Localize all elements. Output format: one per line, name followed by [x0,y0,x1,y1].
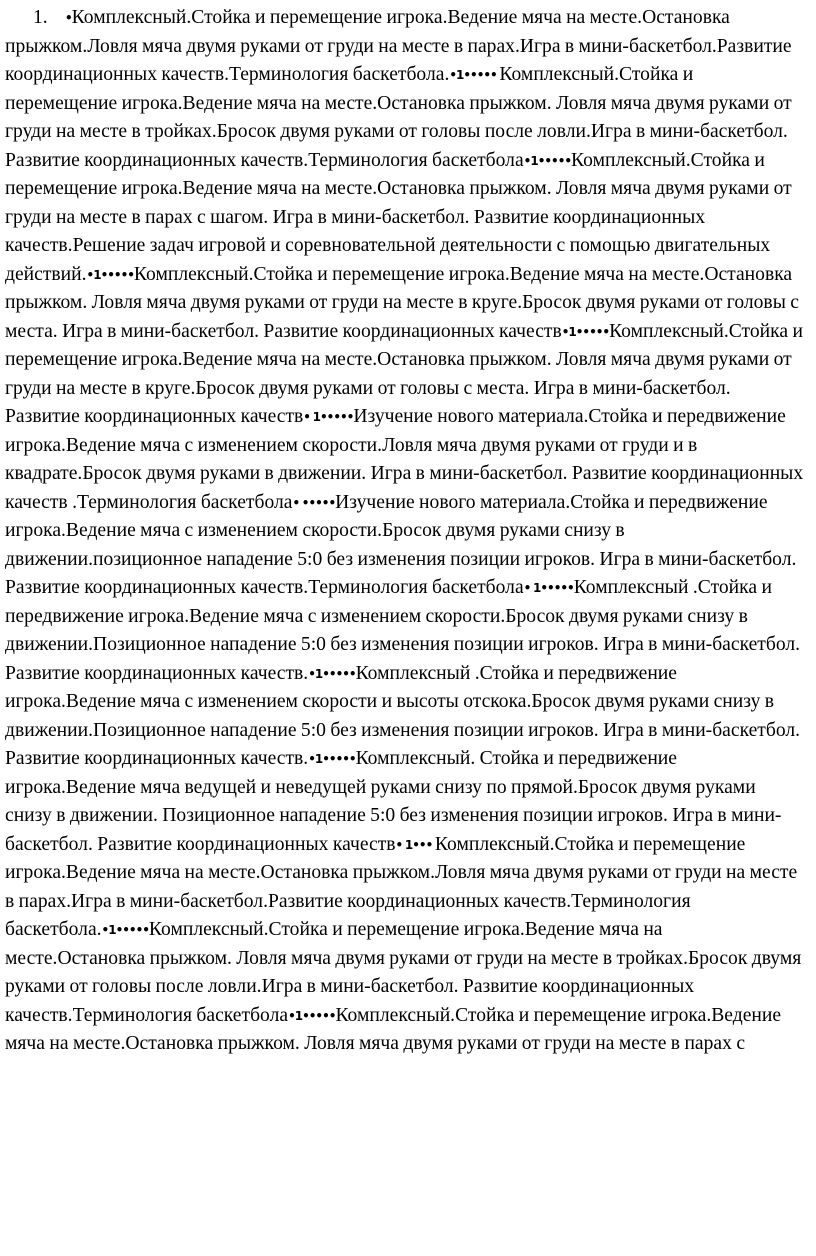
bullet-marker: •1••••• [523,153,572,168]
bullet-marker: •1••••• [101,923,149,937]
bullet-marker: •1••••• [308,666,356,681]
topic-text: Комплексный.Стойка и перемещение игрока.Ведение мяча на месте.Остановка прыжком. Ловля мяча двумя руками от груди на месте в тройках.Бросок двумя руками от головы после ловли.Игра в мини-баскетбол. Развитие координационных качеств.Терминология баскетбола [5,919,802,1026]
topic-text: Комплексный.Стойка и перемещение игрока.Ведение мяча на месте.Остановка прыжком. Ловля мяча двумя руками от груди на месте в круге.Бросок двумя руками от головы с места. Игра в мини-баскетбол. Развитие координационных качеств [5,263,799,342]
topic-text: Комплексный.Стойка и перемещение игрока.Ведение мяча на месте.Остановка прыжком. Ловля мяча двумя руками от груди на месте в парах с шагом. Игра в мини-баскетбол. Развитие координационных качеств.Решение задач игровой и соревновательной деятельности с помощью двигательных действий. [5,149,792,285]
numbered-list-item [5,4,805,1059]
bullet-marker: •1••••• [308,752,356,766]
bullet-marker: • 1••• [395,837,435,852]
bullet-marker: •1••••• [561,324,610,339]
list-number: 1. [33,7,48,28]
bullet-marker: • 1••••• [523,581,574,595]
topic-text: Комплексный. Стойка и передвижение игрока.Ведение мяча ведущей и неведущей руками снизу по прямой.Бросок двумя руками снизу в движении. Позиционное нападение 5:0 без изменения позиции игроков. Игра в мини-баскетбол. Развитие координационных качеств [5,748,782,855]
document-page [5,4,805,1059]
topic-text: Комплексный.Стойка и перемещение игрока.Ведение мяча на месте.Остановка прыжком. Ловля мяча двумя руками от груди на месте в круге.Бросок двумя руками от головы с места. Игра в мини-баскетбол. Развитие координационных качеств [5,320,803,427]
topic-text: Изучение нового материала.Стойка и передвижение игрока.Ведение мяча с изменением скорости.Ловля мяча двумя руками от груди и в квадрате.Бросок двумя руками в движении. Игра в мини-баскетбол. Развитие координационных качеств .Терминология баскетбола [5,406,804,513]
topic-text: Комплексный .Стойка и передвижение игрока.Ведение мяча с изменением скорости.Бросок двумя руками снизу в движении.Позиционное нападение 5:0 без изменения позиции игроков. Игра в мини-баскетбол. Развитие координационных качеств. [5,577,801,684]
topic-text: Изучение нового материала.Стойка и передвижение игрока.Ведение мяча с изменением скорости.Бросок двумя руками снизу в движении.позиционное нападение 5:0 без изменения позиции игроков. Игра в мини-баскетбол. Развитие координационных качеств.Терминология баскетбола [5,491,797,598]
bullet-marker: •1••••• [86,267,134,282]
topic-text: Комплексный.Стойка и перемещение игрока.Ведение мяча на месте.Остановка прыжком. Ловля мяча двумя руками от груди на месте в парах с [5,1004,782,1054]
topic-text: Комплексный.Стойка и перемещение игрока.Ведение мяча на месте.Остановка прыжком. Ловля мяча двумя руками от груди на месте в тройках.Бросок двумя руками от головы после ловли.Игра в мини-баскетбол. Развитие координационных качеств.Терминология баскетбола [5,64,792,171]
bullet-marker: • [65,11,72,25]
bullet-marker: • ••••• [292,495,336,510]
topic-text: Комплексный.Стойка и перемещение игрока.Ведение мяча на месте.Остановка прыжком.Ловля мяча двумя руками от груди на месте в парах.Игра в мини-баскетбол.Развитие координационных качеств.Терминология баскетбола. [5,7,792,85]
bullet-marker: •1••••• [449,68,500,82]
topic-text: Комплексный .Стойка и передвижение игрока.Ведение мяча с изменением скорости и высоты отскока.Бросок двумя руками снизу в движении.Позиционное нападение 5:0 без изменения позиции игроков. Игра в мини-баскетбол. Развитие координационных качеств. [5,662,801,769]
bullet-marker: • 1••••• [303,410,354,424]
topic-text: Комплексный.Стойка и перемещение игрока.Ведение мяча на месте.Остановка прыжком.Ловля мяча двумя руками от груди на месте в парах.Игра в мини-баскетбол.Развитие координационных качеств.Терминология баскетбола. [5,833,798,940]
bullet-marker: •1••••• [288,1008,336,1023]
